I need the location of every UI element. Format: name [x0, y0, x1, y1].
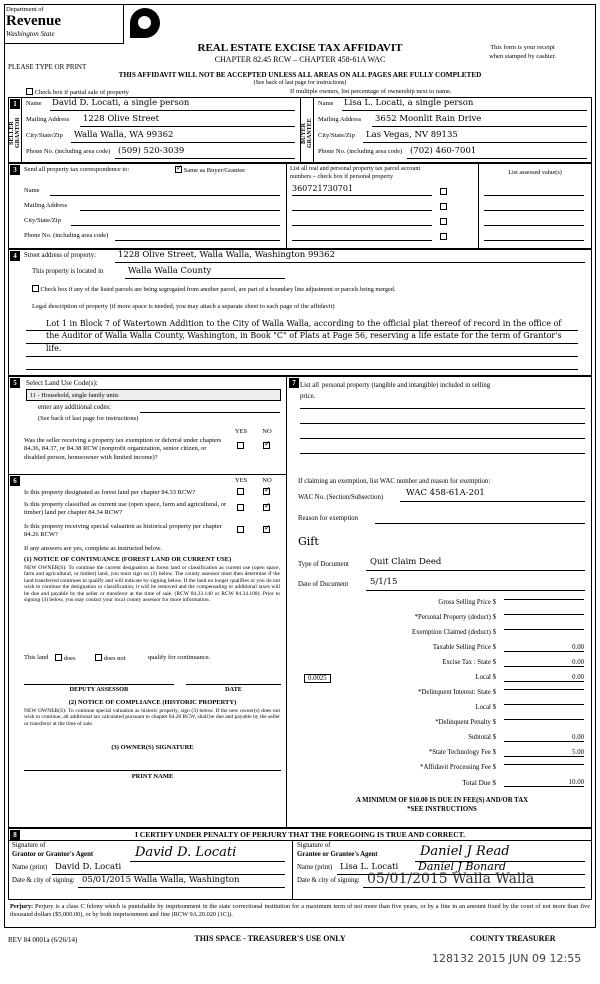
parcel-line-2[interactable] — [292, 210, 432, 211]
send-tax-label: Send all property tax correspondence to: — [24, 166, 130, 173]
seller-citystate-line — [71, 142, 295, 143]
perjury-block — [10, 903, 590, 919]
amount-row — [300, 643, 588, 658]
buyer-citystate-label: City/State/Zip — [318, 132, 355, 139]
buyer-citystate-line — [363, 142, 587, 143]
assessed-line-3[interactable] — [484, 225, 584, 226]
box5-7-divider — [286, 376, 287, 828]
treasurer-stamp: 128132 2015 JUN 09 12:55 — [432, 952, 582, 965]
see-back-note: (See back of last page for instructions) — [253, 80, 347, 86]
notice-compliance-body: NEW OWNER(S): To continue special valuation as historic property, sign (3) below. If the new owner(s) does not wish to continue, all additional tax calculated pursuant to chapter 84.26 RCW, shall be due and payable by the seller or transferor at the time of sale. — [24, 708, 280, 727]
buyer-mailing-value[interactable]: 3652 Moonlit Rain Drive — [375, 114, 482, 124]
located-in-line — [125, 278, 285, 279]
notice-compliance-title: (2) NOTICE OF COMPLIANCE (HISTORIC PROPERTY) — [68, 699, 237, 706]
amount-row — [300, 703, 588, 718]
grantor-name-print[interactable]: David D. Locati — [55, 862, 122, 872]
amount-label: *Delinquent Penalty $ — [435, 719, 496, 726]
seller-side-label: SELLER GRANTOR — [9, 117, 21, 149]
see-instructions-note: *SEE INSTRUCTIONS — [407, 806, 477, 813]
box6-question-1: Is this property designated as forest land per chapter 84.33 RCW? — [24, 489, 196, 496]
box5-yes-checkbox[interactable] — [237, 442, 244, 449]
seller-citystate-label: City/State/Zip — [26, 132, 63, 139]
grantor-signature[interactable]: David D. Locati — [135, 845, 237, 860]
box3-phone-label: Phone No. (including area code) — [24, 232, 109, 239]
parcel-pp-row-1[interactable] — [440, 188, 447, 196]
amount-label: Taxable Selling Price $ — [432, 644, 496, 651]
grantee-date-line — [363, 887, 585, 888]
amount-value[interactable]: 0.00 — [504, 674, 584, 682]
grantor-date-label: Date & city of signing: — [12, 877, 75, 884]
amount-label: Subtotal $ — [468, 734, 496, 741]
same-as-buyer-checkbox[interactable] — [175, 166, 182, 173]
box6-yes-header: YES — [234, 477, 248, 484]
same-as-buyer-row[interactable] — [175, 166, 245, 174]
partial-sale-checkbox-row[interactable] — [26, 88, 129, 96]
type-document-label: Type of Document — [298, 561, 349, 568]
amount-row — [300, 658, 588, 673]
does-qualify-row[interactable] — [55, 654, 76, 662]
additional-codes-line[interactable] — [140, 412, 280, 413]
legal-description-value[interactable]: Lot 1 in Block 7 of Watertown Addition to the City of Walla Walla, according to the official plat thereof of record in the office of the Auditor of Walla Walla County, Washington, in Book "C" of Plats at Page 56, reserving a life estate for the term of Grantor's life. — [46, 319, 562, 353]
parcel-line-4[interactable] — [292, 240, 432, 241]
form-revision: REV 84 0001a (6/26/14) — [8, 936, 78, 944]
grantee-name-print-label: Name (print) — [297, 864, 333, 871]
reason-exemption-value[interactable]: Gift — [298, 535, 319, 548]
same-as-buyer-label: Same as Buyer/Grantee — [183, 167, 245, 174]
box5-no-checkbox[interactable] — [263, 442, 270, 449]
type-document-value[interactable]: Quit Claim Deed — [370, 557, 442, 567]
amount-label: Local $ — [475, 704, 496, 711]
page-subtitle: CHAPTER 82.45 RCW – CHAPTER 458-61A WAC — [214, 55, 386, 64]
grantee-name-print[interactable]: Lisa L. Locati — [340, 862, 399, 872]
amount-value[interactable] — [504, 689, 584, 690]
type-document-line — [366, 570, 585, 571]
date-document-label: Date of Document — [298, 581, 349, 588]
box5-exemption-question: Was the seller receiving a property tax exemption or deferral under chapters 84.36, 84.37, or 84.38 RCW (nonprofit organization, senior citizen, or disabled person, homeowner with limited income)? — [24, 437, 222, 461]
assessed-line-4[interactable] — [484, 240, 584, 241]
partial-sale-label: Check box if partial sale of property — [34, 89, 129, 96]
box5-no-cell[interactable] — [263, 442, 270, 450]
box-5-number: 5 — [10, 378, 20, 388]
assessed-line-1[interactable] — [484, 195, 584, 196]
street-address-label: Street address of property: — [24, 252, 96, 259]
box8-divider-h — [8, 840, 592, 841]
warning-text: THIS AFFIDAVIT WILL NOT BE ACCEPTED UNLESS ALL AREAS ON ALL PAGES ARE FULLY COMPLETED — [118, 71, 482, 79]
parcel-value-1[interactable]: 360721730701 — [292, 184, 354, 193]
legal-line-2 — [26, 343, 578, 344]
does-not-label: does not — [103, 655, 126, 662]
wac-no-value[interactable]: WAC 458-61A-201 — [406, 488, 485, 498]
box6-q3-yes-checkbox[interactable] — [237, 526, 244, 533]
please-type-label: PLEASE TYPE OR PRINT — [8, 63, 87, 71]
box5-see-back: (See back of last page for instructions) — [38, 415, 139, 422]
amount-value[interactable] — [504, 704, 584, 705]
minimum-due-note: A MINIMUM OF $10.00 IS DUE IN FEE(S) AND/OR TAX — [355, 797, 529, 804]
box3-divider-2 — [478, 163, 479, 249]
buyer-phone-line — [407, 158, 587, 159]
receipt-note-1: This form is your receipt — [490, 44, 555, 51]
perjury-text: Perjury is a class C felony which is punishable by imprisonment in the state correctional institution for a maximum term of not more than five years, or by a fine in an amount fixed by the court of not more than five thousand dollars ($5,000.00), or by both imprisonment and fine (RCW 9A.20.020 (1C)). — [10, 903, 590, 919]
amount-value[interactable] — [504, 719, 584, 720]
wac-no-line — [400, 501, 585, 502]
grantee-date-label: Date & city of signing: — [297, 877, 360, 884]
amount-row — [300, 778, 588, 793]
date-document-line — [366, 590, 585, 591]
amount-label: Total Due $ — [462, 779, 496, 787]
street-address-line — [115, 262, 585, 263]
box6-q1-no-checkbox[interactable] — [263, 488, 270, 495]
box-7-number: 7 — [289, 378, 299, 388]
seller-phone-label: Phone No. (including area code) — [26, 148, 111, 155]
enter-additional-codes-label: enter any additional codes: — [38, 404, 112, 411]
amount-row — [300, 733, 588, 748]
date-document-value[interactable]: 5/1/15 — [370, 577, 398, 587]
amount-value[interactable] — [504, 629, 584, 630]
amount-value[interactable]: 0.00 — [504, 644, 584, 652]
street-address-value[interactable]: 1228 Olive Street, Walla Walla, Washington 99362 — [118, 250, 335, 260]
grantee-signature[interactable]: Daniel J Read — [420, 844, 510, 859]
receipt-note-2: when stamped by cashier. — [489, 53, 556, 60]
segregated-checkbox[interactable] — [32, 285, 39, 292]
deputy-date-label: DATE — [224, 686, 243, 693]
box6-question-2: Is this property classified as current use (open space, farm and agricultural, or timber) land per chapter 84.34 RCW? — [24, 501, 227, 517]
seller-name-value[interactable]: David D. Locati, a single person — [52, 98, 190, 108]
certify-statement: I CERTIFY UNDER PENALTY OF PERJURY THAT THE FOREGOING IS TRUE AND CORRECT. — [134, 830, 465, 839]
grantor-date-value[interactable]: 05/01/2015 Walla Walla, Washington — [82, 875, 240, 885]
wac-no-label: WAC No. (Section/Subsection) — [298, 494, 384, 501]
personal-prop-line-4[interactable] — [300, 453, 585, 454]
claiming-exemption-label: If claiming an exemption, list WAC number and reason for exemption: — [298, 478, 491, 485]
box6-no-header: NO — [262, 477, 272, 484]
box6-top-divider — [8, 474, 286, 475]
amount-row — [300, 748, 588, 763]
legal-description-label: Legal description of property (if more space is needed, you may attach a separate sheet to each page of the affidavit) — [32, 303, 335, 310]
amount-row — [300, 628, 588, 643]
excise-tax-rate: 0.0025 — [304, 674, 331, 683]
legal-line-3 — [26, 356, 578, 357]
box5-no-header: NO — [262, 428, 272, 435]
amount-row — [300, 688, 588, 703]
parcel-personal-checkbox-2[interactable] — [440, 203, 447, 210]
buyer-phone-value[interactable]: (702) 460-7001 — [410, 146, 477, 156]
notice-continuance-body: NEW OWNER(S): To continue the current designation as forest land or classification as current use (open space, farm and agricultural, or timber) land, you must sign on (3) below. The county assessor must then determine if the land transferred continues to qualify and will indicate by signing below. If the land no longer qualifies or you do not wish to continue the designation or classification, it will be removed and the compensating or additional taxes will be due and payable by the seller or transferor at the time of sale. (RCW 84.33.140 or RCW 84.34.108). Prior to signing (3) below, you may contact your local county assessor for more information. — [24, 565, 280, 604]
box3-name-line[interactable] — [50, 195, 280, 196]
grantee-sig-label-2: Grantee or Grantee's Agent — [297, 851, 378, 858]
box6-q2-yes-checkbox[interactable] — [237, 504, 244, 511]
personal-prop-line-1[interactable] — [300, 408, 585, 409]
this-land-label: This land — [24, 654, 49, 661]
seller-citystate-value[interactable]: Walla Walla, WA 99362 — [74, 130, 174, 140]
multiple-owners-note: If multiple owners, list percentage of ownership next to name. — [290, 88, 452, 95]
buyer-name-line — [342, 110, 587, 111]
box6-q3-no[interactable] — [263, 526, 270, 534]
reason-exemption-line — [375, 523, 585, 524]
box6-if-any-note: If any answers are yes, complete as instructed below. — [24, 545, 162, 552]
qualify-continuance-label: qualify for continuance. — [148, 654, 211, 661]
land-use-code-select[interactable] — [26, 389, 281, 401]
box3-divider-1 — [286, 163, 287, 249]
amount-value[interactable]: 10.00 — [504, 779, 584, 787]
amount-label: Gross Selling Price $ — [438, 599, 496, 606]
seller-mailing-line — [80, 126, 295, 127]
assessed-line-2[interactable] — [484, 210, 584, 211]
box3-name-label: Name — [24, 187, 40, 194]
amount-row — [300, 718, 588, 733]
logo-cell-border — [4, 4, 124, 44]
box-6-number: 6 — [10, 476, 20, 486]
grantor-date-line — [78, 887, 285, 888]
parcel-personal-checkbox-3[interactable] — [440, 218, 447, 225]
buyer-mailing-line — [372, 126, 587, 127]
amount-row — [300, 763, 588, 778]
box6-q2-no-checkbox[interactable] — [263, 504, 270, 511]
box-1-number: 1 — [10, 99, 20, 109]
box-3-number: 3 — [10, 165, 20, 175]
perjury-bold-label: Perjury: — [10, 903, 34, 910]
amount-value[interactable] — [504, 614, 584, 615]
revenue-swirl-icon — [130, 8, 160, 38]
page-title: REAL ESTATE EXCISE TAX AFFIDAVIT — [197, 42, 403, 54]
buyer-name-label: Name — [318, 100, 334, 107]
seller-mailing-label: Mailing Address — [26, 116, 70, 123]
amount-label: Excise Tax : State $ — [442, 659, 496, 666]
partial-sale-checkbox[interactable] — [26, 88, 33, 95]
box3-mailing-label: Mailing Address — [24, 202, 68, 209]
buyer-citystate-value[interactable]: Las Vegas, NV 89135 — [366, 130, 458, 140]
treasurer-space-label: THIS SPACE - TREASURER'S USE ONLY — [194, 934, 346, 943]
deputy-date-line[interactable] — [186, 684, 281, 685]
amount-label: Exemption Claimed (deduct) $ — [412, 629, 496, 636]
box6-q2-yes[interactable] — [237, 504, 244, 512]
reason-exemption-label: Reason for exemption — [298, 515, 359, 522]
parcel-header-2: numbers – check box if personal property — [290, 173, 394, 180]
owner-signature-line[interactable] — [24, 770, 281, 771]
parcel-line-3[interactable] — [292, 225, 432, 226]
grantor-signature-line — [130, 861, 285, 862]
does-label: does — [63, 655, 76, 662]
amount-label: *State Technology Fee $ — [428, 749, 496, 756]
buyer-side-label: BUYER GRANTEE — [301, 118, 313, 148]
box6-q1-no[interactable] — [263, 488, 270, 496]
personal-prop-label-3: price. — [300, 393, 316, 400]
parcel-personal-checkbox-1[interactable] — [440, 188, 447, 195]
amount-value[interactable]: 0.00 — [504, 659, 584, 667]
personal-prop-label-2: personal property (tangible and intangible) included in selling — [322, 382, 491, 389]
legal-line-4 — [26, 369, 578, 370]
amount-row — [300, 598, 588, 613]
seller-phone-value[interactable]: (509) 520-3039 — [118, 146, 185, 156]
parcel-pp-row-3[interactable] — [440, 218, 447, 226]
amount-label: Local $ — [475, 674, 496, 681]
box6-q1-yes[interactable] — [237, 488, 244, 496]
land-use-code-value: 11 - Household, single family units — [30, 392, 119, 399]
seller-mailing-value[interactable]: 1228 Olive Street — [83, 114, 160, 124]
located-in-value[interactable]: Walla Walla County — [128, 266, 212, 276]
county-treasurer-label: COUNTY TREASURER — [470, 934, 556, 943]
grantee-date-value[interactable]: 05/01/2015 Walla Walla — [367, 871, 535, 887]
seller-name-line — [50, 110, 295, 111]
amount-label: *Personal Property (deduct) $ — [414, 614, 496, 621]
deputy-assessor-label: DEPUTY ASSESSOR — [69, 686, 129, 693]
grantor-sig-label-1: Signature of — [12, 842, 46, 849]
deputy-assessor-sig-line[interactable] — [24, 684, 174, 685]
land-use-title: Select Land Use Code(s): — [26, 379, 98, 387]
located-in-label: This property is located in — [32, 268, 104, 275]
box6-q3-yes[interactable] — [237, 526, 244, 534]
personal-prop-line-3[interactable] — [300, 438, 585, 439]
seller-phone-line — [115, 158, 295, 159]
box-4-number: 4 — [10, 251, 20, 261]
amount-value[interactable] — [504, 764, 584, 765]
amount-row — [300, 673, 588, 688]
box6-question-3: Is this property receiving special valuation as historical property per chapter 84.26 RCW? — [24, 523, 222, 539]
parcel-header-1: List all real and personal property tax parcel account — [290, 165, 421, 172]
amount-label: *Affidavit Processing Fee $ — [420, 764, 496, 771]
print-name-label: PRINT NAME — [131, 773, 174, 780]
buyer-name-value[interactable]: Lisa L. Locati, a single person — [344, 98, 474, 108]
parcel-line-1 — [292, 195, 432, 196]
legal-line-1 — [26, 330, 578, 331]
logo-state: Washington State — [6, 30, 55, 38]
owner-signature-title: (3) OWNER(S) SIGNATURE — [111, 744, 194, 751]
box3-mailing-line[interactable] — [80, 210, 280, 211]
box8-divider-v — [292, 840, 293, 900]
grantor-sig-label-2: Grantor or Grantor's Agent — [12, 851, 94, 858]
amount-row — [300, 613, 588, 628]
box-8-number: 8 — [10, 830, 20, 840]
amount-rows — [300, 598, 588, 793]
does-not-checkbox[interactable] — [95, 654, 102, 661]
grantee-name-print-handwritten: Daniel J Bonard — [418, 860, 507, 873]
grantor-name-print-label: Name (print) — [12, 864, 48, 871]
logo-department: Department of — [6, 6, 44, 13]
box6-q3-no-checkbox[interactable] — [263, 526, 270, 533]
amount-label: *Delinquent Interest: State $ — [418, 689, 496, 696]
logo-revenue: Revenue — [6, 13, 61, 29]
grantee-sig-label-1: Signature of — [297, 842, 331, 849]
personal-prop-line-2[interactable] — [300, 423, 585, 424]
parcel-personal-checkbox-4[interactable] — [440, 233, 447, 240]
buyer-phone-label: Phone No. (including area code) — [318, 148, 403, 155]
box5-yes-cell[interactable] — [237, 442, 244, 450]
seller-name-label: Name — [26, 100, 42, 107]
box3-phone-line[interactable] — [115, 240, 280, 241]
amount-value[interactable]: 0.00 — [504, 734, 584, 742]
assessed-header: List assessed value(s) — [508, 169, 562, 176]
segregated-row[interactable] — [32, 285, 395, 293]
box6-q1-yes-checkbox[interactable] — [237, 488, 244, 495]
parcel-pp-row-2[interactable] — [440, 203, 447, 211]
box5-yes-header: YES — [234, 428, 248, 435]
personal-prop-label-1: List all — [300, 382, 320, 389]
box3-citystate-line[interactable] — [71, 225, 280, 226]
amount-value[interactable] — [504, 599, 584, 600]
parcel-pp-row-4[interactable] — [440, 233, 447, 241]
box6-q2-no[interactable] — [263, 504, 270, 512]
box3-citystate-label: City/State/Zip — [24, 217, 61, 224]
buyer-mailing-label: Mailing Address — [318, 116, 362, 123]
does-not-qualify-row[interactable] — [95, 654, 125, 662]
segregated-label: Check box if any of the listed parcels are being segregated from another parcel, are part of a boundary line adjustment or parcels being merged. — [40, 286, 396, 293]
notice-continuance-title: (1) NOTICE OF CONTINUANCE (FOREST LAND OR CURRENT USE) — [24, 556, 232, 563]
amount-value[interactable]: 5.00 — [504, 749, 584, 757]
does-checkbox[interactable] — [55, 654, 62, 661]
